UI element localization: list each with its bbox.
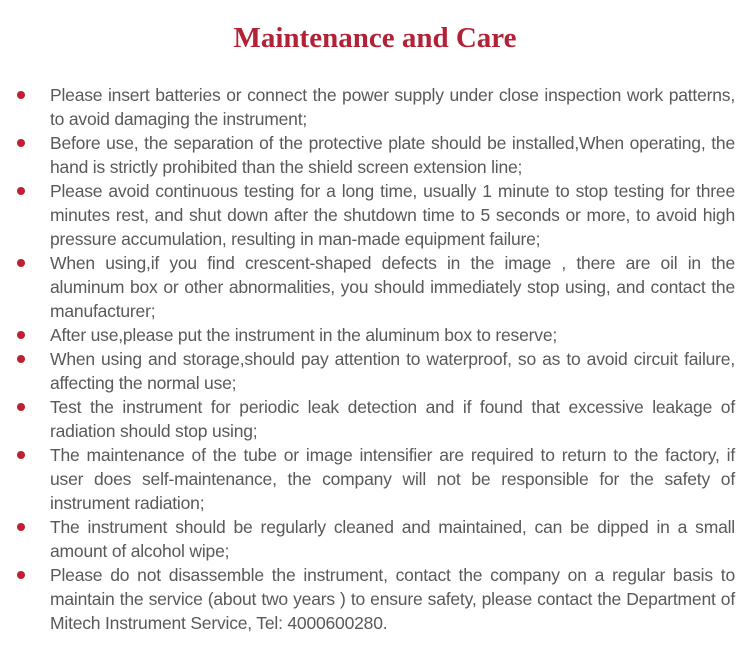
list-item bbox=[0, 131, 735, 179]
bullet-icon bbox=[17, 331, 25, 339]
list-item-text: Please avoid continuous testing for a long time, usually 1 minute to stop testing for three minutes rest, and shut down after the shutdown time to 5 seconds or more, to avoid high pressure accumulation, resulting in man-made equipment failure; bbox=[50, 181, 735, 249]
bullet-icon bbox=[17, 187, 25, 195]
list-item-text: After use,please put the instrument in the aluminum box to reserve; bbox=[50, 325, 558, 345]
list-item bbox=[0, 83, 735, 131]
list-item-text: Please insert batteries or connect the power supply under close inspection work patterns, to avoid damaging the instrument; bbox=[50, 85, 735, 129]
list-item-text: The maintenance of the tube or image intensifier are required to return to the factory, if user does self-maintenance, the company will not be responsible for the safety of instrument radiation; bbox=[50, 445, 735, 513]
bullet-icon bbox=[17, 523, 25, 531]
list-item-text: The instrument should be regularly cleaned and maintained, can be dipped in a small amount of alcohol wipe; bbox=[50, 517, 735, 561]
list-item-text: Before use, the separation of the protective plate should be installed,When operating, the hand is strictly prohibited than the shield screen extension line; bbox=[50, 133, 735, 177]
bullet-icon bbox=[17, 139, 25, 147]
list-item bbox=[0, 443, 735, 515]
list-item-text: When using and storage,should pay attention to waterproof, so as to avoid circuit failure, affecting the normal use; bbox=[50, 349, 735, 393]
maintenance-list bbox=[0, 83, 750, 635]
bullet-icon bbox=[17, 91, 25, 99]
list-item bbox=[0, 179, 735, 251]
list-item bbox=[0, 515, 735, 563]
list-item bbox=[0, 251, 735, 323]
list-item bbox=[0, 395, 735, 443]
bullet-icon bbox=[17, 571, 25, 579]
bullet-icon bbox=[17, 355, 25, 363]
list-item-text: When using,if you find crescent-shaped defects in the image , there are oil in the aluminum box or other abnormalities, you should immediately stop using, and contact the manufacturer; bbox=[50, 253, 735, 321]
page-title: Maintenance and Care bbox=[233, 22, 517, 54]
bullet-icon bbox=[17, 403, 25, 411]
list-item-text: Test the instrument for periodic leak detection and if found that excessive leakage of radiation should stop using; bbox=[50, 397, 735, 441]
list-item-text: Please do not disassemble the instrument, contact the company on a regular basis to maintain the service (about two years ) to ensure safety, please contact the Department of Mitech Instrument Service, Tel: 4000600280. bbox=[50, 565, 735, 633]
bullet-icon bbox=[17, 451, 25, 459]
bullet-icon bbox=[17, 259, 25, 267]
list-item bbox=[0, 323, 735, 347]
list-item bbox=[0, 347, 735, 395]
list-item bbox=[0, 563, 735, 635]
